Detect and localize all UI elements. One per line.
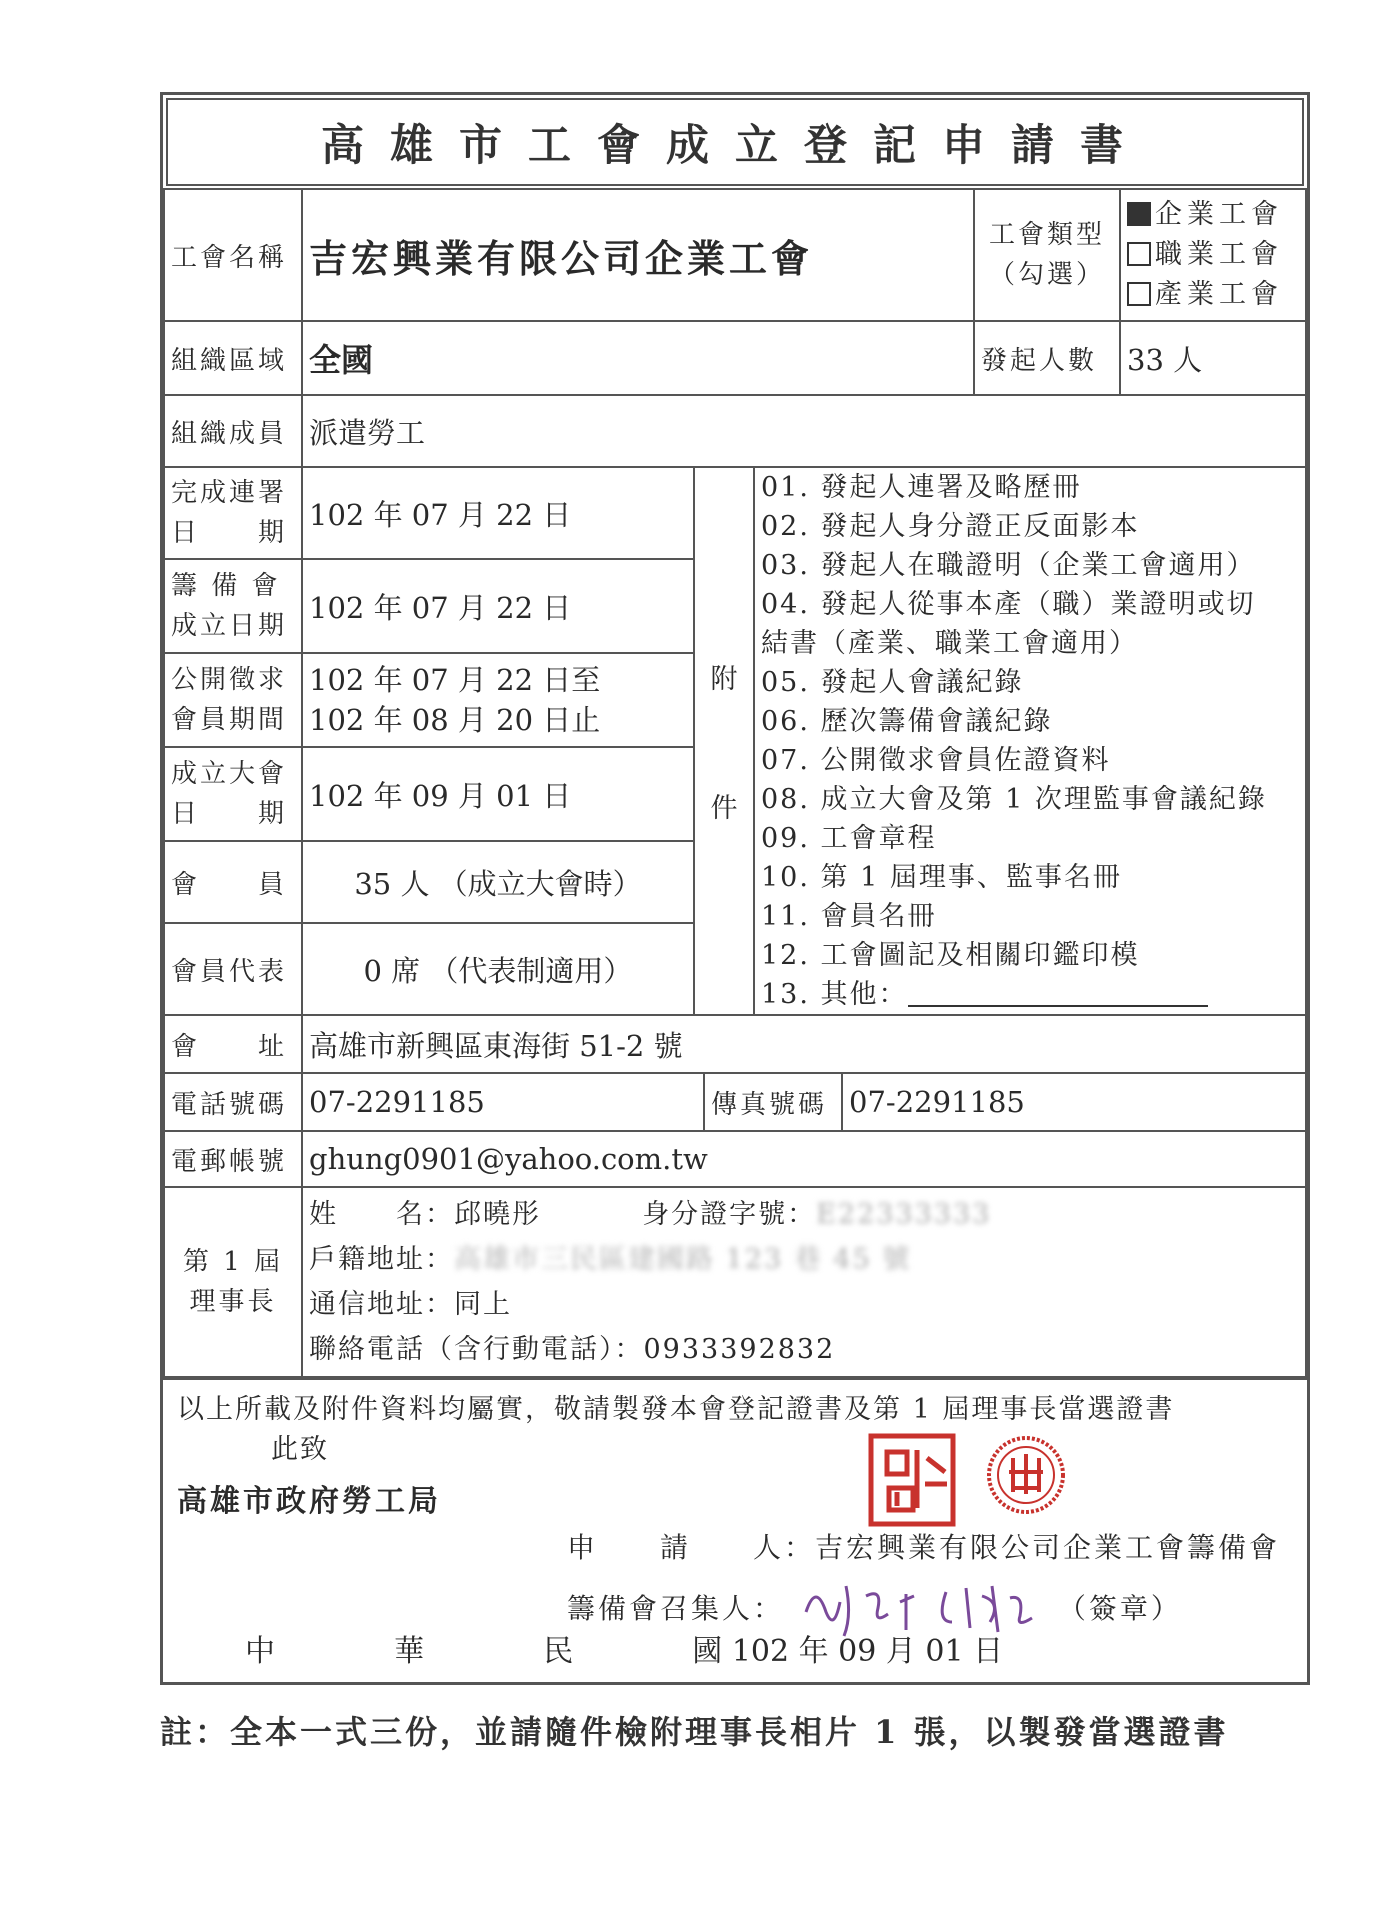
delegates-label: 會員代表 — [164, 923, 302, 1015]
phone-label: 電話號碼 — [164, 1073, 302, 1131]
footer-note: 註：全本一式三份，並請隨件檢附理事長相片 1 張，以製發當選證書 — [160, 1713, 1229, 1751]
union-type-industrial[interactable]: 產業工會 — [1127, 275, 1299, 315]
agency-name: 高雄市政府勞工局 — [177, 1484, 441, 1519]
signing-date-value: 102 年 07 月 22 日 — [302, 467, 694, 559]
email-section — [163, 1130, 1307, 1188]
chairman-household-redacted: 高雄市三民區建國路 123 巷 45 號 — [454, 1244, 912, 1275]
chairman-label: 第 1 屆 理事長 — [164, 1187, 302, 1377]
recruit-period-label: 公開徵求 會員期間 — [164, 653, 302, 747]
attachment-item: 結書（產業、職業工會適用） — [761, 628, 1138, 659]
prep-date-value: 102 年 07 月 22 日 — [302, 559, 694, 653]
prep-date-label: 籌 備 會 成立日期 — [164, 559, 302, 653]
attachment-item: 06. 歷次籌備會議紀錄 — [761, 706, 1053, 737]
org-area-section — [163, 320, 1307, 396]
address-label: 會 址 — [164, 1015, 302, 1073]
applicant-value: 吉宏興業有限公司企業工會籌備會 — [815, 1531, 1281, 1564]
chairman-details — [302, 1187, 1306, 1377]
convener-row: 籌備會召集人： （簽章） — [567, 1572, 1182, 1642]
union-seal — [983, 1432, 1069, 1518]
attachment-item: 03. 發起人在職證明（企業工會適用） — [761, 550, 1256, 581]
union-name-section — [163, 188, 1307, 322]
email-value: ghung0901@yahoo.com.tw — [302, 1131, 1306, 1187]
declaration-text: 以上所載及附件資料均屬實，敬請製發本會登記證書及第 1 屆理事長當選證書 — [177, 1394, 1175, 1425]
declaration-salutation: 此致 — [271, 1434, 329, 1465]
applicant-row: 申 請 人：吉宏興業有限公司企業工會籌備會 — [567, 1531, 1281, 1564]
attachment-item: 09. 工會章程 — [761, 823, 937, 854]
checkbox-checked-icon — [1127, 202, 1151, 226]
attachment-item: 11. 會員名冊 — [761, 901, 937, 932]
union-name-label: 工會名稱 — [164, 189, 302, 321]
recruit-period-value: 102 年 07 月 22 日至 102 年 08 月 20 日止 — [302, 653, 694, 747]
chairman-name: 邱曉彤 — [454, 1199, 541, 1230]
attachment-item-other: 13. 其他： — [761, 975, 1299, 1014]
form-title: 高雄市工會成立登記申請書 — [166, 98, 1304, 186]
union-type-occupational[interactable]: 職業工會 — [1127, 235, 1299, 275]
chairman-id-redacted: E22333333 — [816, 1199, 992, 1230]
attachments-list — [754, 467, 1306, 1015]
founding-date-value: 102 年 09 月 01 日 — [302, 747, 694, 841]
initiators-label: 發起人數 — [974, 321, 1120, 395]
signing-date-label: 完成連署 日 期 — [164, 467, 302, 559]
org-area-value: 全國 — [302, 321, 974, 395]
declaration-section — [163, 1378, 1307, 1682]
founding-date-label: 成立大會 日 期 — [164, 747, 302, 841]
fax-value: 07-2291185 — [842, 1073, 1306, 1131]
phone-value: 07-2291185 — [302, 1073, 704, 1131]
application-form — [160, 92, 1310, 1685]
chairman-contact-row: 聯絡電話（含行動電話）：0933392832 — [309, 1334, 836, 1365]
org-members-section — [163, 394, 1307, 468]
attachment-item: 10. 第 1 屆理事、監事名冊 — [761, 862, 1122, 893]
phone-fax-section — [163, 1072, 1307, 1132]
attachment-item: 02. 發起人身分證正反面影本 — [761, 511, 1140, 542]
org-members-value: 派遣勞工 — [302, 395, 1306, 467]
attachment-item: 07. 公開徵求會員佐證資料 — [761, 745, 1111, 776]
members-label: 會 員 — [164, 841, 302, 923]
members-value: 35 人 （成立大會時） — [302, 841, 694, 923]
checkbox-empty-icon — [1127, 242, 1151, 266]
attachments-label: 附 件 — [694, 467, 754, 1015]
union-name-value: 吉宏興業有限公司企業工會 — [302, 189, 974, 321]
union-type-label: 工會類型 （勾選） — [974, 189, 1120, 321]
address-value: 高雄市新興區東海街 51-2 號 — [302, 1015, 1306, 1073]
dates-attachments-section — [163, 466, 1307, 1016]
attachment-item: 05. 發起人會議紀錄 — [761, 667, 1024, 698]
union-type-options — [1120, 189, 1306, 321]
attachment-item: 08. 成立大會及第 1 次理監事會議紀錄 — [761, 784, 1267, 815]
address-section — [163, 1014, 1307, 1074]
chairman-name-row: 姓 名：邱曉彤 身分證字號：E22333333 — [309, 1199, 992, 1230]
chairman-mail-row: 通信地址：同上 — [309, 1289, 512, 1320]
application-date: 中 華 民 國 102 年 09 月 01 日 — [245, 1634, 1004, 1669]
attachment-item: 04. 發起人從事本產（職）業證明或切 — [761, 589, 1256, 620]
chairman-section — [163, 1186, 1307, 1378]
chairman-seal — [867, 1432, 957, 1528]
chairman-household-row: 戶籍地址：高雄市三民區建國路 123 巷 45 號 — [309, 1244, 912, 1275]
attachment-item: 01. 發起人連署及略歷冊 — [761, 472, 1082, 503]
union-type-enterprise[interactable]: 企業工會 — [1127, 195, 1299, 235]
initiators-value: 33 人 — [1120, 321, 1306, 395]
org-area-label: 組織區域 — [164, 321, 302, 395]
checkbox-empty-icon — [1127, 282, 1151, 306]
email-label: 電郵帳號 — [164, 1131, 302, 1187]
fax-label: 傳真號碼 — [704, 1073, 842, 1131]
attachment-item: 12. 工會圖記及相關印鑑印模 — [761, 940, 1140, 971]
org-members-label: 組織成員 — [164, 395, 302, 467]
delegates-value: 0 席 （代表制適用） — [302, 923, 694, 1015]
blank-line — [908, 977, 1208, 1007]
